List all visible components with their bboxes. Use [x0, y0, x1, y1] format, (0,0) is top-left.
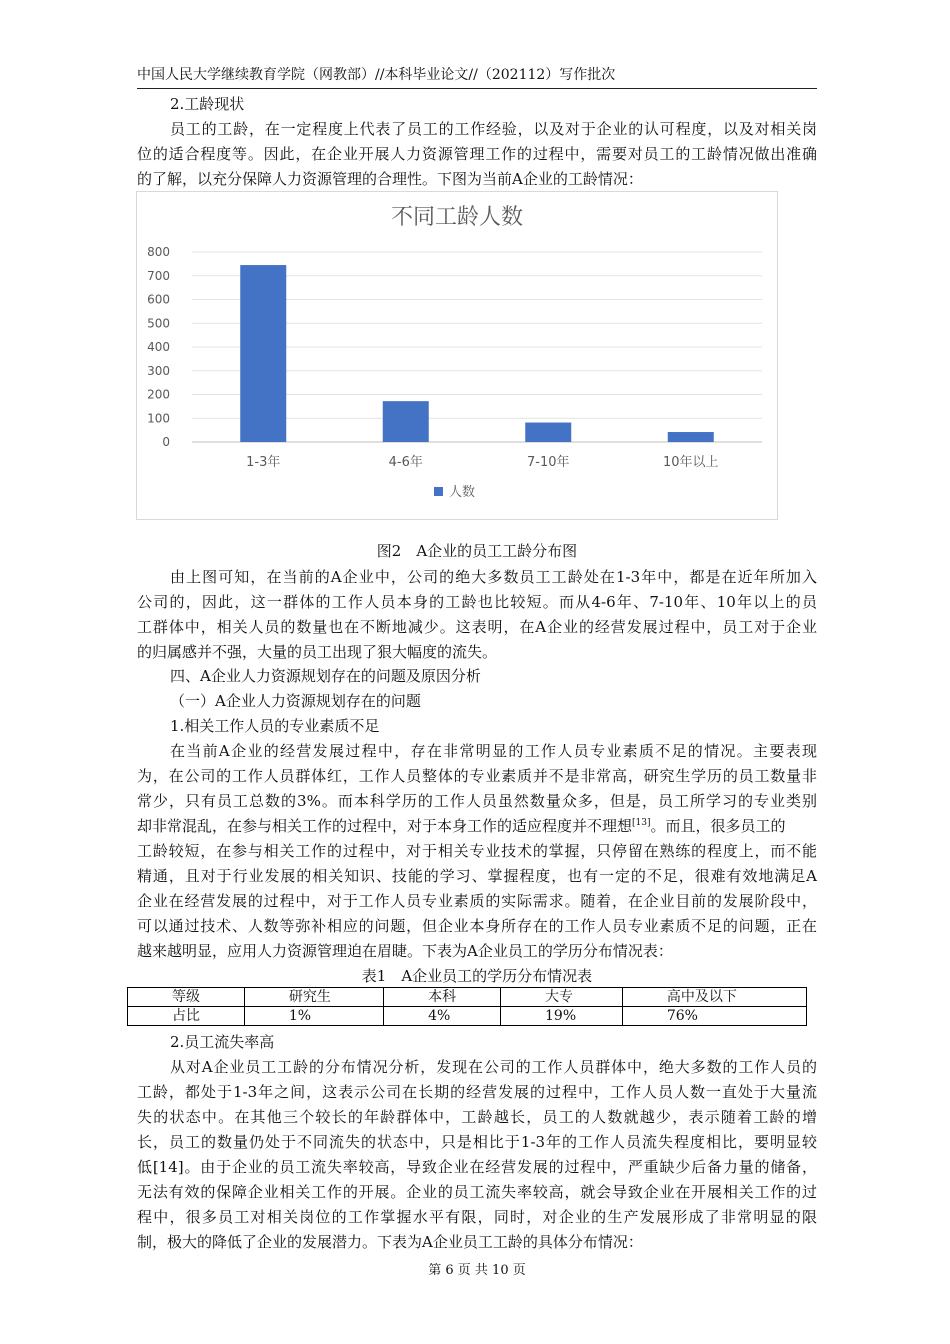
- table-row: [128, 988, 807, 1007]
- y-tick-label: 500: [147, 316, 170, 331]
- chart-bars: [240, 265, 714, 442]
- bar: [668, 432, 714, 442]
- paragraph-line: 为，在公司的工作人员群体红，工作人员整体的专业素质并不是非常高，研究生学历的员工数量非: [137, 767, 817, 785]
- citation-ref: [13]: [632, 818, 651, 828]
- table-cell: 1%: [244, 1007, 383, 1026]
- paragraph-line: 从对A企业员工工龄的分布情况分析，发现在公司的工作人员群体中，绝大多数的工作人员的: [170, 1058, 817, 1076]
- seniority-bar-chart: [136, 191, 778, 520]
- y-tick-label: 800: [147, 245, 170, 259]
- paragraph-line: 企业在经营发展的过程中，对于工作人员专业素质的实际需求。随着，在企业目前的发展阶段中，: [137, 892, 817, 910]
- section-title-problems: 四、A企业人力资源规划存在的问题及原因分析: [170, 667, 481, 685]
- chart-svg: [137, 192, 777, 519]
- item-title-quality: 1.相关工作人员的专业素质不足: [170, 717, 380, 735]
- paragraph-line: 可以通过技术、人数等弥补相应的问题，但企业本身所存在的工作人员专业素质不足的问题，正在: [137, 917, 817, 935]
- paragraph-line: 无法有效的保障企业相关工作的开展。企业的员工流失率较高，就会导致企业在开展相关工作的过: [137, 1183, 817, 1201]
- paragraph-line: 越来越明显，应用人力资源管理迫在眉睫。下表为A企业员工的学历分布情况表：: [137, 942, 673, 960]
- paragraph-line: 在当前A企业的经营发展过程中，存在非常明显的工作人员专业素质不足的情况。主要表现: [170, 742, 817, 760]
- x-tick-label: 7-10年: [526, 455, 570, 470]
- paragraph-text: 。而且，很多员工的: [650, 817, 786, 835]
- page-footer: 第 6 页 共 10 页: [428, 1263, 526, 1278]
- paragraph-line: 工龄较短，在参与相关工作的过程中，对于相关专业技术的掌握，只停留在熟练的程度上，而不能: [137, 842, 817, 860]
- chart-y-axis: [147, 245, 170, 449]
- bar: [525, 423, 571, 442]
- table-row: [128, 1007, 807, 1026]
- legend-swatch: [434, 487, 443, 496]
- table-cell: 等级: [128, 988, 245, 1007]
- table-cell: 占比: [128, 1007, 245, 1026]
- paragraph-line: 公司的，因此，这一群体的工作人员本身的工龄也比较短。而从4-6年、7-10年、10年以上的员: [137, 593, 817, 611]
- y-tick-label: 100: [147, 411, 170, 426]
- bar: [240, 265, 286, 442]
- table-cell: 研究生: [244, 988, 383, 1007]
- y-tick-label: 400: [147, 340, 170, 354]
- chart-x-axis: [246, 454, 718, 470]
- paragraph-line: 员工的工龄，在一定程度上代表了员工的工作经验，以及对于企业的认可程度，以及对相关岗: [170, 120, 817, 138]
- paragraph-line: 长，员工的数量仍处于不同流失的状态中，只是相比于1-3年的工作人员流失程度相比，要明显较: [137, 1133, 817, 1151]
- paragraph-line: 的了解，以充分保障人力资源管理的合理性。下图为当前A企业的工龄情况：: [137, 170, 643, 188]
- section-title-seniority: 2.工龄现状: [170, 95, 245, 113]
- x-tick-label: 4-6年: [388, 455, 423, 470]
- subsection-title: （一）A企业人力资源规划存在的问题: [170, 692, 421, 710]
- paragraph-line: 工群体中，相关人员的数量也在不断地减少。这表明，在A企业的经营发展过程中，员工对于企业: [137, 618, 817, 636]
- table-cell: 19%: [501, 1007, 623, 1026]
- x-tick-label: 10年以上: [662, 455, 719, 470]
- paragraph-text: 却非常混乱，在参与相关工作的过程中，对于本身工作的适应程度并不理想: [137, 817, 633, 835]
- y-tick-label: 700: [147, 268, 170, 283]
- table-cell: 76%: [622, 1007, 806, 1026]
- paragraph-line: 失的状态中。在其他三个较长的年龄群体中，工龄越长，员工的人数就越少，表示随着工龄的增: [137, 1108, 817, 1126]
- paragraph-line: 工龄，都处于1-3年之间，这表示公司在长期的经营发展的过程中，工作人员人数一直处于大量流: [137, 1083, 817, 1101]
- y-tick-label: 0: [162, 435, 170, 449]
- paragraph-line: 低[14]。由于企业的员工流失率较高，导致企业在经营发展的过程中，严重缺少后备力量的储备，: [137, 1158, 817, 1176]
- table-cell: 大专: [501, 988, 623, 1007]
- y-tick-label: 600: [147, 292, 170, 307]
- paragraph-line: 的归属感并不强，大量的员工出现了狠大幅度的流失。: [137, 643, 498, 661]
- table-cell: 4%: [384, 1007, 501, 1026]
- header-rule: [137, 88, 817, 89]
- table-cell: 高中及以下: [622, 988, 806, 1007]
- paragraph-line: 常少，只有员工总数的3%。而本科学历的工作人员虽然数量众多，但是，员工所学习的专业类别: [137, 792, 817, 810]
- table-caption: 表1 A企业员工的学历分布情况表: [361, 967, 593, 985]
- x-tick-label: 1-3年: [246, 455, 281, 470]
- paragraph-line-with-citation: [137, 814, 817, 839]
- paragraph-line: 精通，且对于行业发展的相关知识、技能的学习、掌握程度，也有一定的不足，很难有效地满足A: [137, 867, 817, 885]
- item-title-turnover: 2.员工流失率高: [170, 1033, 275, 1051]
- legend-label: 人数: [449, 485, 476, 500]
- paragraph-line: 程中，很多员工对相关岗位的工作掌握水平有限，同时，对企业的生产发展形成了非常明显的限: [137, 1208, 817, 1226]
- page-header: 中国人民大学继续教育学院（网教部）//本科毕业论文//（202112）写作批次: [137, 67, 616, 83]
- table-cell: 本科: [384, 988, 501, 1007]
- education-table: [127, 987, 807, 1026]
- bar: [383, 401, 429, 442]
- figure-caption: 图2 A企业的员工工龄分布图: [376, 542, 578, 560]
- y-tick-label: 200: [147, 387, 170, 402]
- y-tick-label: 300: [147, 363, 170, 378]
- chart-legend: [434, 484, 475, 500]
- paragraph-line: 制，极大的降低了企业的发展潜力。下表为A企业员工工龄的具体分布情况：: [137, 1233, 643, 1251]
- paragraph-line: 由上图可知，在当前的A企业中，公司的绝大多数员工工龄处在1-3年中，都是在近年所加入: [170, 568, 817, 586]
- chart-title: 不同工龄人数: [390, 205, 524, 230]
- paragraph-line: 位的适合程度等。因此，在企业开展人力资源管理工作的过程中，需要对员工的工龄情况做出准确: [137, 145, 817, 163]
